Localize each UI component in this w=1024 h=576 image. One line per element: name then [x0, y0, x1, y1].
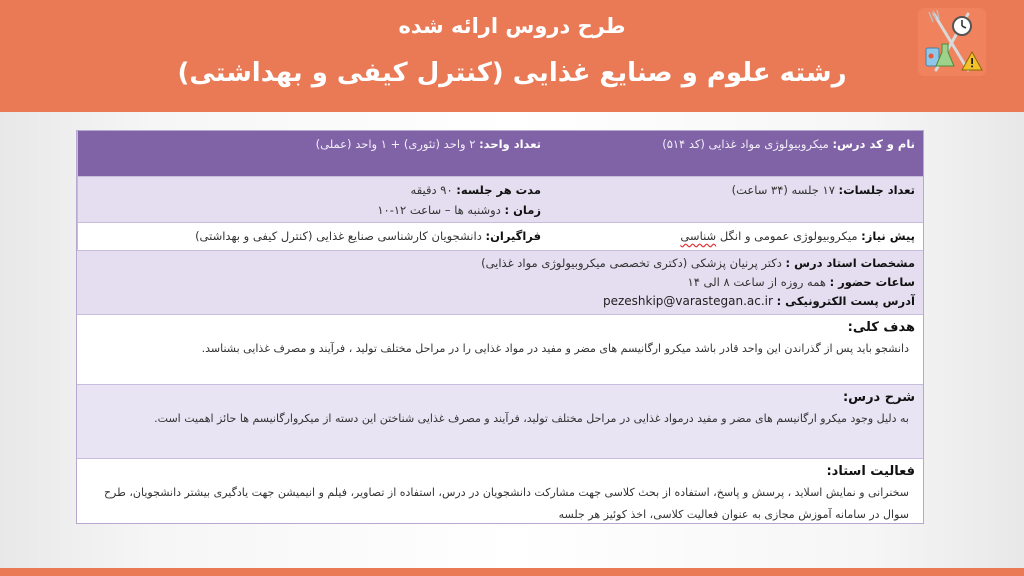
activity-cell — [77, 459, 923, 523]
sessions-cell — [553, 177, 923, 223]
instructor-label: مشخصات استاد درس : — [785, 256, 915, 270]
email-label: آدرس پست الکترونیکی : — [776, 294, 915, 308]
goal-cell — [77, 315, 923, 385]
prereq-value-misspelled: شناسی — [680, 229, 717, 243]
header-bar — [0, 0, 1024, 112]
course-name-label: نام و کد درس: — [832, 137, 915, 151]
description-title: شرح درس: — [842, 390, 915, 405]
duration-label: مدت هر جلسه: — [456, 183, 541, 197]
course-name-cell — [553, 131, 923, 177]
learners-value: دانشجویان کارشناسی صنایع غذایی (کنترل کیفی و بهداشتی) — [195, 229, 482, 243]
page-title: طرح دروس ارائه شده — [398, 14, 626, 38]
food-safety-logo-icon — [916, 6, 988, 78]
units-value: ۲ واحد (تئوری) + ۱ واحد (عملی) — [315, 137, 476, 151]
footer-bar — [0, 568, 1024, 576]
email-link[interactable]: pezeshkip@varastegan.ac.ir — [602, 294, 773, 308]
prereq-value: میکروبیولوژی عمومی و انگل — [716, 229, 858, 243]
course-name-value: میکروبیولوژی مواد غذایی (کد ۵۱۴) — [662, 137, 829, 151]
description-text: به دلیل وجود میکرو ارگانیسم های مضر و مفید درمواد غذایی در مراحل مختلف تولید، فرآیند و مصرف غذایی شناختن این دسته از میکروارگانیسم ها حائز اهمیت است. — [154, 412, 909, 425]
sessions-value: ۱۷ جلسه (۳۴ ساعت) — [731, 183, 835, 197]
activity-text: سخنرانی و نمایش اسلاید ، پرسش و پاسخ، استفاده از بحث کلاسی جهت مشارکت دانشجویان در درس، استفاده از تصاویر، فیلم و انیمیشن جهت یادگیری بیشتر دانشجویان، طرح سوال در سامانه آموزش مجازی به عنوان فعالیت کلاسی، اخذ کوئیز هر جلسه — [103, 486, 909, 521]
instructor-cell — [77, 251, 923, 315]
units-cell — [77, 131, 553, 177]
activity-title: فعالیت استاد: — [826, 464, 915, 479]
instructor-value: دکتر پرنیان پزشکی (دکتری تخصصی میکروبیولوژی مواد غذایی) — [481, 256, 782, 270]
learners-cell — [77, 223, 553, 251]
goal-text: دانشجو باید پس از گذراندن این واحد قادر باشد میکرو ارگانیسم های مضر و مفید در مواد غذایی را در مراحل مختلف تولید ، فرآیند و مصرف غذایی بشناسد. — [201, 342, 909, 355]
time-label: زمان : — [504, 203, 541, 217]
office-hours-label: ساعات حضور : — [829, 275, 915, 289]
prereq-cell — [553, 223, 923, 251]
description-cell — [77, 385, 923, 459]
prereq-label: پیش نیاز: — [861, 229, 915, 243]
time-value: دوشنبه ها – ساعت ۱۲-۱۰ — [377, 203, 501, 217]
sessions-label: تعداد جلسات: — [838, 183, 915, 197]
goal-title: هدف کلی: — [847, 320, 915, 335]
units-label: تعداد واحد: — [479, 137, 541, 151]
duration-value: ۹۰ دقیقه — [410, 183, 453, 197]
duration-time-cell — [77, 177, 553, 223]
learners-label: فراگیران: — [485, 229, 541, 243]
page-subtitle: رشته علوم و صنایع غذایی (کنترل کیفی و بهداشتی) — [177, 58, 847, 88]
course-info-table — [76, 130, 924, 524]
office-hours-value: همه روزه از ساعت ۸ الی ۱۴ — [687, 275, 826, 289]
